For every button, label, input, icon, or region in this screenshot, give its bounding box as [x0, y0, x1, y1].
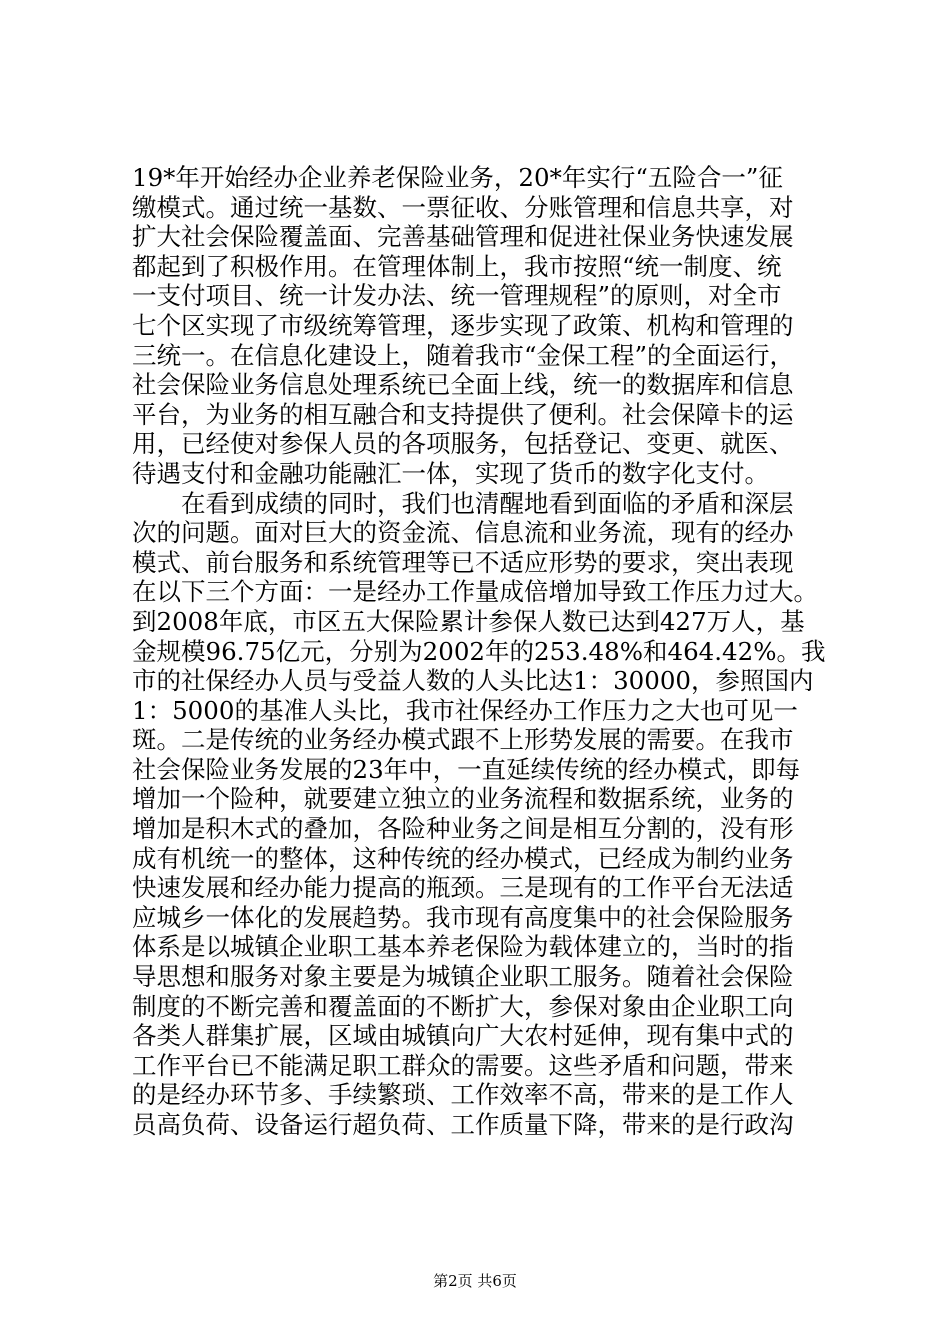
text-line: 19*年开始经办企业养老保险业务，20*年实行“五险合一”征 — [132, 163, 783, 192]
text-line: 平台，为业务的相互融合和支持提供了便利。社会保障卡的运 — [132, 399, 794, 429]
text-line: 各类人群集扩展，区域由城镇向广大农村延伸，现有集中式的 — [132, 1021, 794, 1051]
text-line: 三统一。在信息化建设上，随着我市“金保工程”的全面运行， — [132, 340, 795, 370]
text-line: 的是经办环节多、手续繁琐、工作效率不高，带来的是工作人 — [132, 1080, 794, 1110]
text-line: 体系是以城镇企业职工基本养老保险为载体建立的，当时的指 — [132, 932, 794, 962]
text-line: 导思想和服务对象主要是为城镇企业职工服务。随着社会保险 — [132, 962, 794, 992]
text-line: 增加一个险种，就要建立独立的业务流程和数据系统，业务的 — [132, 784, 794, 814]
text-line: 社会保险业务信息处理系统已全面上线，统一的数据库和信息 — [132, 370, 794, 400]
text-line: 到2008年底，市区五大保险累计参保人数已达到427万人，基 — [132, 606, 805, 636]
text-line: 工作平台已不能满足职工群众的需要。这些矛盾和问题，带来 — [132, 1050, 794, 1080]
body-text — [132, 163, 832, 1140]
text-line: 应城乡一体化的发展趋势。我市现有高度集中的社会保险服务 — [132, 902, 794, 932]
text-line: 社会保险业务发展的23年中，一直延续传统的经办模式，即每 — [132, 754, 801, 784]
text-line: 都起到了积极作用。在管理体制上，我市按照“统一制度、统 — [132, 251, 782, 281]
text-line: 市的社保经办人员与受益人数的人头比达1：30000，参照国内 — [132, 666, 814, 696]
text-line: 待遇支付和金融功能融汇一体，实现了货币的数字化支付。 — [132, 458, 769, 488]
text-line: 制度的不断完善和覆盖面的不断扩大，参保对象由企业职工向 — [132, 991, 794, 1021]
text-line: 扩大社会保险覆盖面、完善基础管理和促进社保业务快速发展 — [132, 222, 794, 252]
text-line: 缴模式。通过统一基数、一票征收、分账管理和信息共享，对 — [132, 192, 794, 222]
text-line: 1：5000的基准人头比，我市社保经办工作压力之大也可见一 — [132, 695, 798, 725]
text-line: 用，已经使对参保人员的各项服务，包括登记、变更、就医、 — [132, 429, 794, 459]
text-line: 员高负荷、设备运行超负荷、工作质量下降，带来的是行政沟 — [132, 1110, 794, 1139]
text-line: 金规模96.75亿元，分别为2002年的253.48%和464.42%。我 — [132, 636, 826, 666]
text-line: 模式、前台服务和系统管理等已不适应形势的要求，突出表现 — [132, 547, 794, 577]
text-line: 次的问题。面对巨大的资金流、信息流和业务流，现有的经办 — [132, 518, 794, 548]
text-line: 成有机统一的整体，这种传统的经办模式，已经成为制约业务 — [132, 843, 794, 873]
page-number-footer: 第2页 共6页 — [433, 1272, 517, 1290]
text-line: 一支付项目、统一计发办法、统一管理规程”的原则，对全市 — [132, 281, 782, 311]
text-line: 增加是积木式的叠加，各险种业务之间是相互分割的，没有形 — [132, 814, 794, 844]
text-line: 斑。二是传统的业务经办模式跟不上形势发展的需要。在我市 — [132, 725, 794, 755]
text-line: 在看到成绩的同时，我们也清醒地看到面临的矛盾和深层 — [132, 488, 794, 518]
text-line: 七个区实现了市级统筹管理，逐步实现了政策、机构和管理的 — [132, 310, 794, 340]
text-line: 快速发展和经办能力提高的瓶颈。三是现有的工作平台无法适 — [132, 873, 794, 903]
text-line: 在以下三个方面：一是经办工作量成倍增加导致工作压力过大。 — [132, 577, 818, 607]
